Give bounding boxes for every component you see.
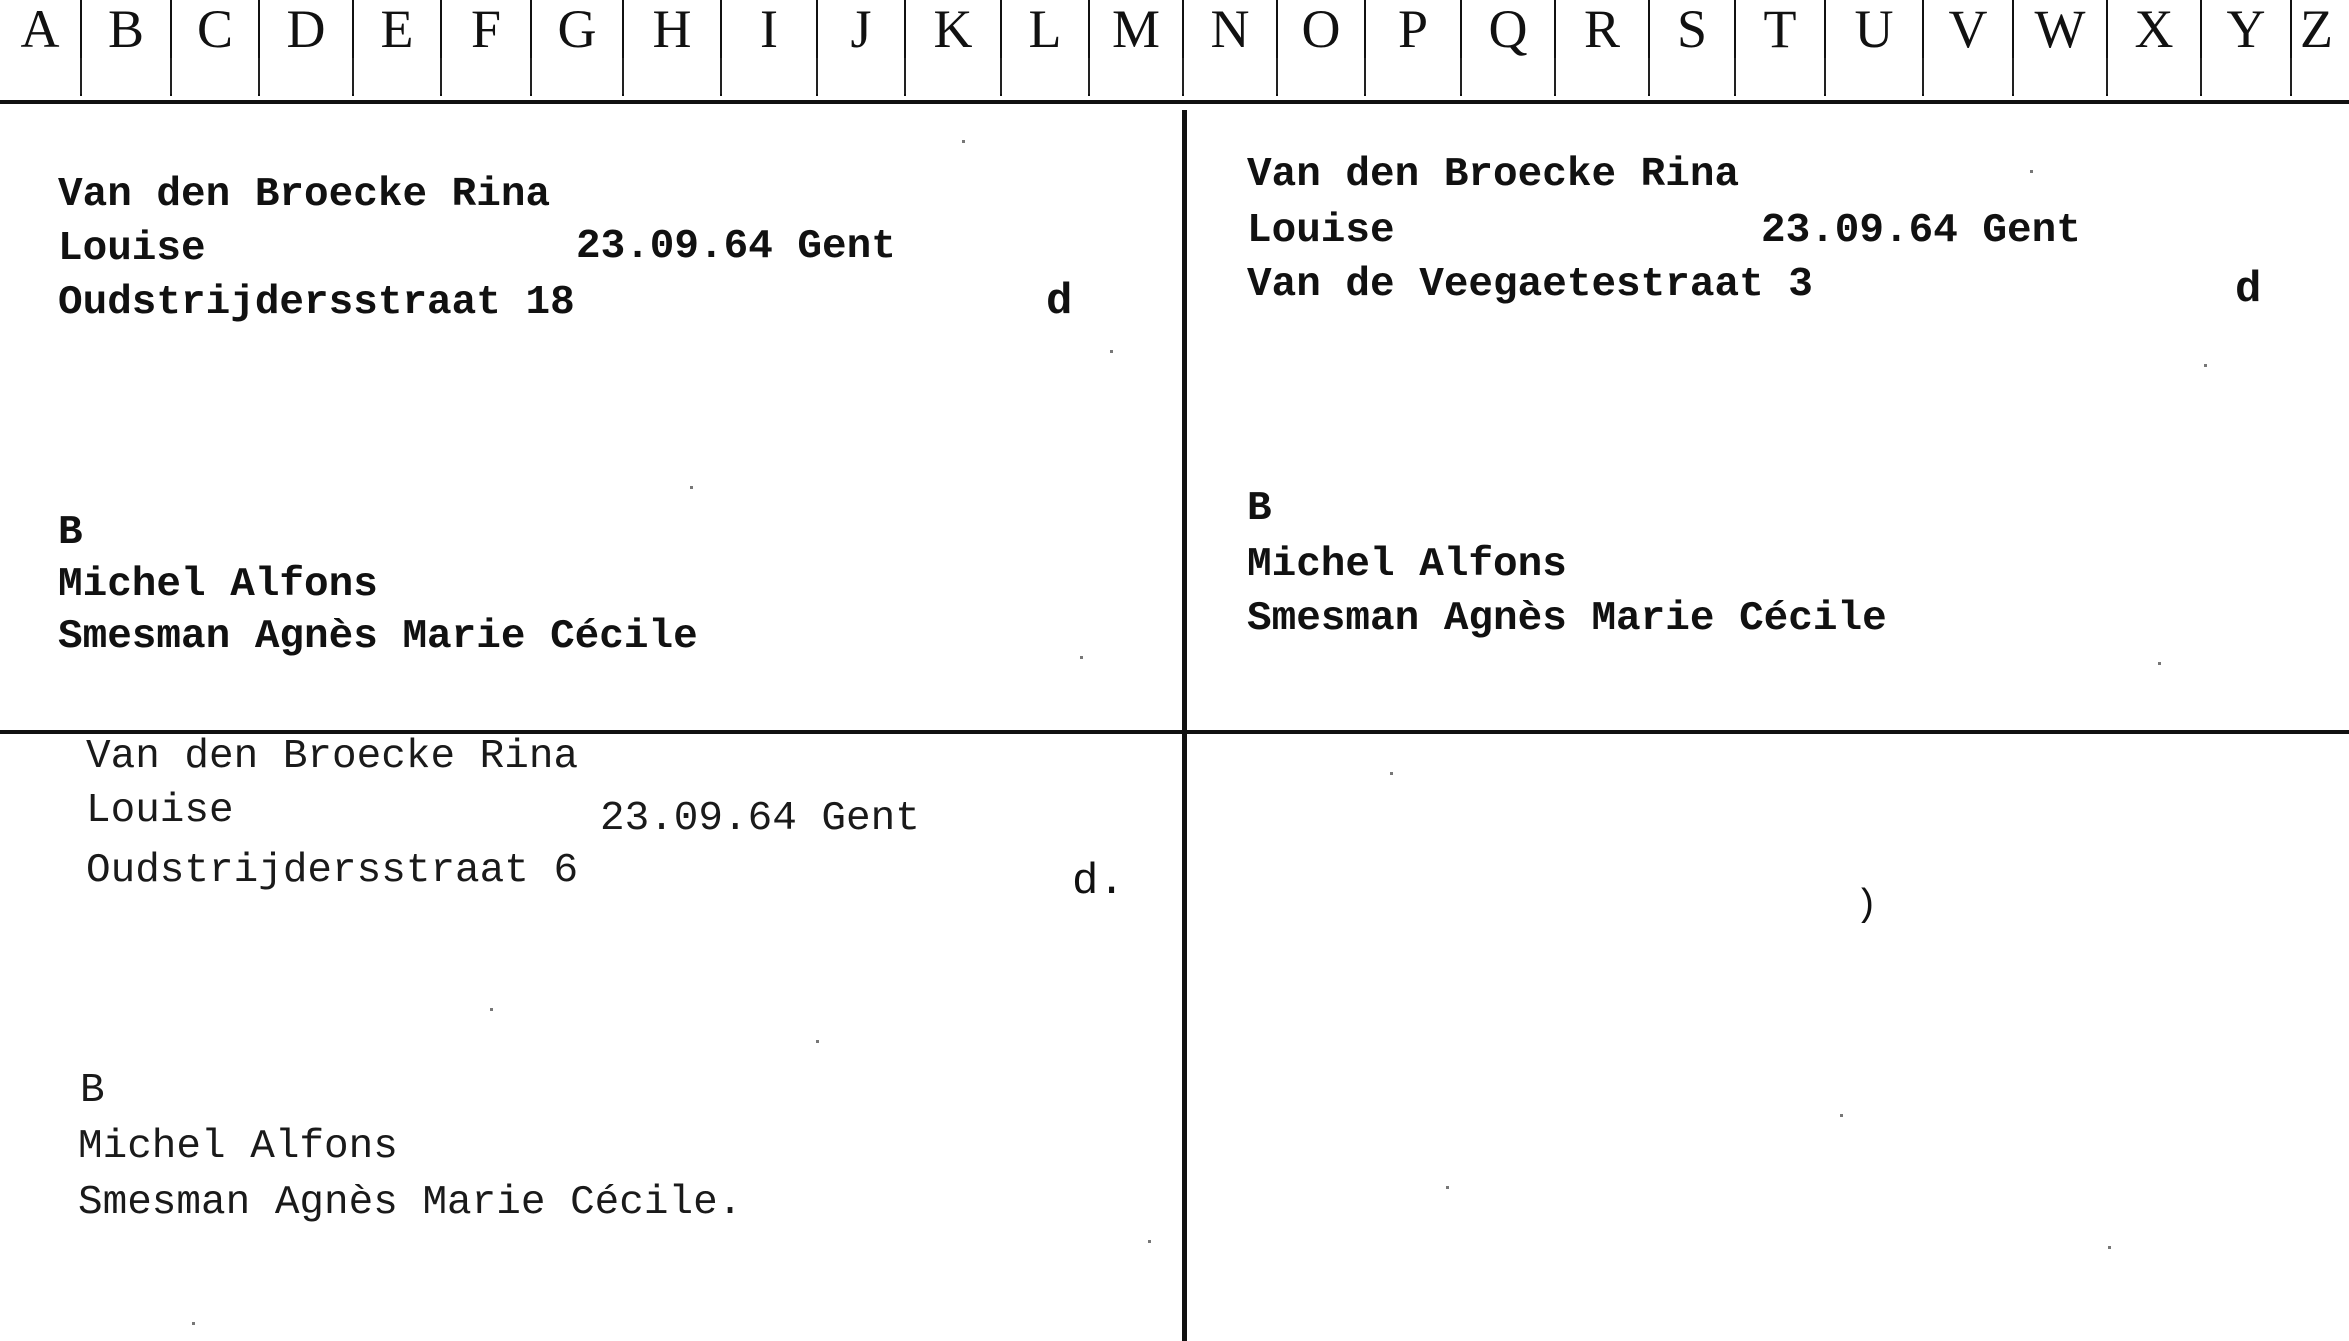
index-letter-a: A — [20, 0, 60, 59]
index-letter-g: G — [557, 0, 597, 59]
scan-speck — [1080, 656, 1083, 659]
index-tick — [2012, 58, 2014, 94]
index-letter-h: H — [652, 0, 692, 59]
index-letter-d: D — [286, 0, 326, 59]
card-mother: Smesman Agnès Marie Cécile — [1247, 596, 1887, 642]
card-status-mark: d — [2235, 265, 2262, 315]
index-letter-i: I — [760, 0, 778, 59]
card-mother: Smesman Agnès Marie Cécile. — [78, 1180, 743, 1226]
index-tick — [258, 58, 260, 94]
card-second-name: Louise — [86, 788, 234, 834]
index-letter-e: E — [380, 0, 414, 59]
card-birth-date-place: 23.09.64 Gent — [600, 796, 920, 842]
index-tick — [2106, 58, 2108, 94]
card-birth-date-place: 23.09.64 Gent — [1761, 208, 2081, 254]
index-tick — [2200, 58, 2202, 94]
index-letter-q: Q — [1488, 0, 1528, 59]
card-status-mark: d — [1046, 277, 1073, 327]
index-tick — [1460, 58, 1462, 94]
card-mother: Smesman Agnès Marie Cécile — [58, 614, 698, 660]
index-letter-l: L — [1028, 0, 1062, 59]
index-tick — [1000, 58, 1002, 94]
index-tick — [1824, 58, 1826, 94]
index-tick — [904, 58, 906, 94]
card-second-name: Louise — [1247, 208, 1395, 254]
index-letter-y: Y — [2226, 0, 2266, 59]
scan-speck — [2108, 1246, 2111, 1249]
index-letter-p: P — [1397, 0, 1429, 59]
scan-speck — [2158, 662, 2161, 665]
scan-speck — [962, 140, 965, 143]
card-code: B — [80, 1068, 105, 1114]
card-address: Van de Veegaetestraat 3 — [1247, 262, 1813, 308]
index-tick — [80, 58, 82, 94]
index-tick — [530, 58, 532, 94]
scan-speck — [2204, 364, 2207, 367]
card-code: B — [1247, 486, 1272, 532]
card-father: Michel Alfons — [58, 562, 378, 608]
index-letter-w: W — [2034, 0, 2086, 59]
index-letter-s: S — [1676, 0, 1708, 59]
index-tick — [1182, 58, 1184, 94]
index-tick — [1364, 58, 1366, 94]
card-name-line: Van den Broecke Rina — [1247, 152, 1740, 198]
index-tick — [720, 58, 722, 94]
index-tick — [2290, 58, 2292, 94]
card-father: Michel Alfons — [1247, 542, 1567, 588]
index-letter-x: X — [2134, 0, 2174, 59]
card-name-line: Van den Broecke Rina — [58, 172, 551, 218]
index-letter-b: B — [107, 0, 145, 59]
index-letter-v: V — [1948, 0, 1988, 59]
index-tick — [1554, 58, 1556, 94]
card-birth-date-place: 23.09.64 Gent — [576, 224, 896, 270]
index-letter-k: K — [933, 0, 973, 59]
scan-speck — [192, 1322, 195, 1325]
index-letter-f: F — [470, 0, 502, 59]
index-tick — [352, 58, 354, 94]
card-address: Oudstrijdersstraat 6 — [86, 848, 579, 894]
stray-mark: ) — [1855, 884, 1878, 927]
scan-speck — [1148, 1240, 1151, 1243]
card-father: Michel Alfons — [78, 1124, 398, 1170]
index-letter-n: N — [1210, 0, 1250, 59]
index-letter-o: O — [1301, 0, 1341, 59]
index-tick — [1276, 58, 1278, 94]
record-card-top-right — [1187, 106, 2349, 730]
scan-speck — [1390, 772, 1393, 775]
index-tick — [1734, 58, 1736, 94]
card-code: B — [58, 510, 83, 556]
index-letter-j: J — [850, 0, 872, 59]
index-tick — [622, 58, 624, 94]
record-card-bottom-right-blank — [1187, 734, 2349, 1341]
card-address: Oudstrijdersstraat 18 — [58, 280, 575, 326]
index-tick — [170, 58, 172, 94]
index-letter-u: U — [1854, 0, 1894, 59]
scan-speck — [690, 486, 693, 489]
index-letter-r: R — [1583, 0, 1621, 59]
scan-speck — [2030, 170, 2033, 173]
index-tick — [816, 58, 818, 94]
record-card-bottom-left — [0, 734, 1180, 1341]
index-tick — [1088, 58, 1090, 94]
index-letter-c: C — [196, 0, 234, 59]
scan-speck — [490, 1008, 493, 1011]
index-letter-m: M — [1111, 0, 1160, 59]
index-letter-t: T — [1763, 0, 1797, 59]
scan-speck — [816, 1040, 819, 1043]
scan-speck — [1446, 1186, 1449, 1189]
index-tick — [440, 58, 442, 94]
index-letter-z: Z — [2300, 0, 2333, 59]
index-tick — [1648, 58, 1650, 94]
scan-speck — [1840, 1114, 1843, 1117]
card-second-name: Louise — [58, 226, 206, 272]
card-name-line: Van den Broecke Rina — [86, 734, 579, 780]
record-card-top-left — [0, 106, 1180, 730]
scan-speck — [1110, 350, 1113, 353]
card-status-mark: d. — [1072, 857, 1125, 907]
index-tick — [1922, 58, 1924, 94]
